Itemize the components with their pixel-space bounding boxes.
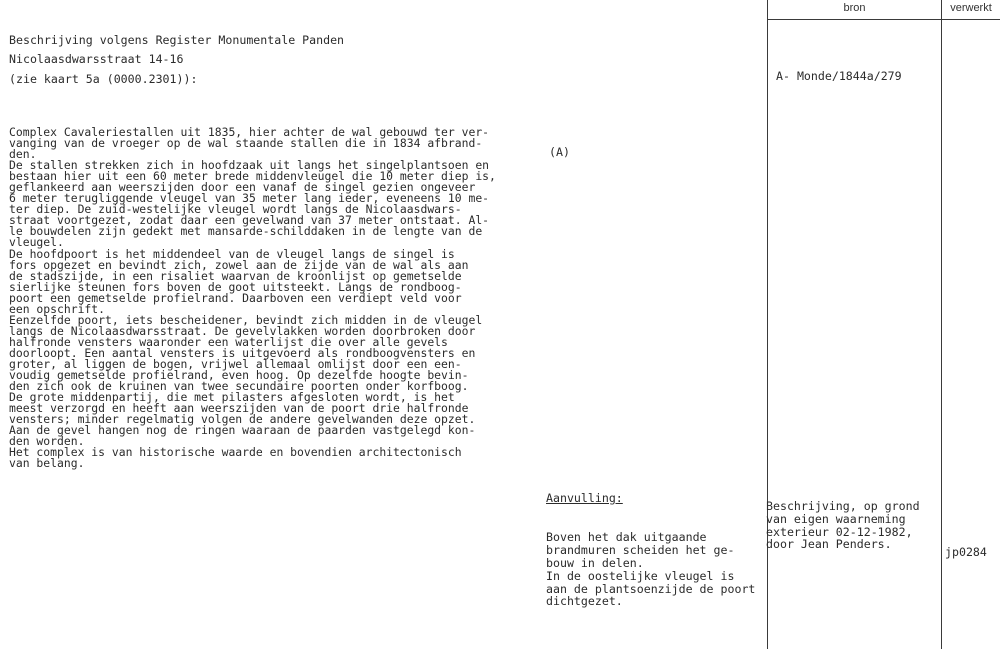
verwerkt-code: jp0284 bbox=[945, 545, 987, 559]
bron-note-line: door Jean Penders. bbox=[766, 537, 892, 552]
description-line: den. bbox=[9, 147, 37, 162]
description-line: vleugel. bbox=[9, 235, 64, 250]
description-line: groter, al liggen de bogen, vrijwel allemaal omlijst door een een- bbox=[9, 356, 462, 371]
description-line: sierlijke steunen fors boven de goot uitsteekt. Langs de rondboog- bbox=[9, 279, 462, 294]
description-body bbox=[9, 127, 496, 469]
description-line: de stadszijde, in een risaliet waarvan de kroonlijst op gemetselde bbox=[9, 268, 462, 283]
bron-note-line: Beschrijving, op grond bbox=[766, 499, 920, 513]
heading-line-2: (zie kaart 5a (0000.2301)): bbox=[9, 72, 198, 87]
description-line: straat voortgezet, zodat daar een gevelwand van 37 meter ontstaat. Al- bbox=[9, 213, 490, 228]
bron-note-line: van eigen waarneming bbox=[766, 511, 906, 526]
heading-line-1: Beschrijving volgens Register Monumentale Panden bbox=[9, 32, 345, 47]
description-line: poort een gemetselde profielrand. Daarboven een verdiept veld voor bbox=[9, 290, 462, 305]
description-line: fors opgezet en bevindt zich, zowel aan de zijde van de wal als aan bbox=[9, 257, 469, 272]
aanvulling-title: Aanvulling: bbox=[546, 490, 623, 505]
aanvulling-block bbox=[546, 465, 755, 635]
bron-column-header: bron bbox=[843, 2, 866, 14]
bron-column-left-rule bbox=[767, 0, 768, 649]
description-line: vanging van de vroeger op de wal staande stallen die in 1834 afbrand- bbox=[9, 136, 483, 151]
aanvulling-line: Boven het dak uitgaande bbox=[546, 530, 707, 545]
column-header-rule bbox=[767, 19, 1000, 20]
aanvulling-line: dichtgezet. bbox=[546, 594, 623, 609]
description-line: Aan de gevel hangen nog de ringen waaraan de paarden vastgelegd kon- bbox=[9, 423, 476, 438]
aanvulling-line: bouw in delen. bbox=[546, 556, 644, 571]
description-line: een opschrift. bbox=[9, 301, 106, 316]
description-line: le bouwdelen zijn gedekt met mansarde-schilddaken in de lengte van de bbox=[9, 224, 483, 239]
description-line: voudig gemetselde profielrand, even hoog. Op dezelfde hoogte bevin- bbox=[9, 368, 469, 383]
verwerkt-column-header: verwerkt bbox=[950, 2, 992, 14]
description-line: meest verzorgd en heeft aan weerszijden van de poort drie halfronde bbox=[9, 401, 469, 416]
description-line: De stallen strekken zich in hoofdzaak uit langs het singelplantsoen en bbox=[9, 158, 490, 173]
aanvulling-line: aan de plantsoenzijde de poort bbox=[546, 581, 756, 596]
description-line: De grote middenpartij, die met pilasters afgesloten wordt, is het bbox=[9, 390, 455, 405]
description-line: vensters; minder regelmatig volgen de andere gevelwanden deze opzet. bbox=[9, 412, 476, 427]
description-line: De hoofdpoort is het middendeel van de vleugel langs de singel is bbox=[9, 246, 455, 261]
description-line: den worden. bbox=[9, 434, 85, 449]
description-line: doorloopt. Een aantal vensters is uitgevoerd als rondboogvensters en bbox=[9, 345, 476, 360]
description-line: halfronde vensters waaronder een waterlijst die over alle gevels bbox=[9, 334, 448, 349]
description-line: den zich ook de kruinen van twee secundaire poorten onder korfboog. bbox=[9, 379, 469, 394]
bron-note bbox=[766, 500, 920, 551]
description-line: bestaan hier uit een 60 meter brede middenvleugel die 10 meter diep is, bbox=[9, 169, 496, 184]
verwerkt-column-left-rule bbox=[941, 0, 942, 649]
description-line: van belang. bbox=[9, 456, 85, 471]
address-line: Nicolaasdwarsstraat 14-16 bbox=[9, 52, 184, 66]
description-line: ter diep. De zuid-westelijke vleugel wordt langs de Nicolaasdwars- bbox=[9, 202, 462, 217]
aanvulling-line: In de oostelijke vleugel is bbox=[546, 568, 735, 583]
description-line: Het complex is van historische waarde en bovendien architectonisch bbox=[9, 445, 462, 460]
margin-marker: (A) bbox=[549, 145, 570, 159]
description-line: langs de Nicolaasdwarsstraat. De gevelvlakken worden doorbroken door bbox=[9, 323, 476, 338]
description-line: 6 meter terugliggende vleugel van 35 meter lang ieder, eveneens 10 me- bbox=[9, 191, 490, 206]
description-line: Complex Cavaleriestallen uit 1835, hier achter de wal gebouwd ter ver- bbox=[9, 125, 490, 139]
description-line: geflankeerd aan weerszijden door een vanaf de singel gezien ongeveer bbox=[9, 180, 476, 195]
bron-note-line: exterieur 02-12-1982, bbox=[766, 524, 913, 539]
aanvulling-line: brandmuren scheiden het ge- bbox=[546, 543, 735, 558]
source-reference: A- Monde/1844a/279 bbox=[776, 69, 902, 83]
description-line: Eenzelfde poort, iets bescheidener, bevindt zich midden in de vleugel bbox=[9, 312, 483, 327]
